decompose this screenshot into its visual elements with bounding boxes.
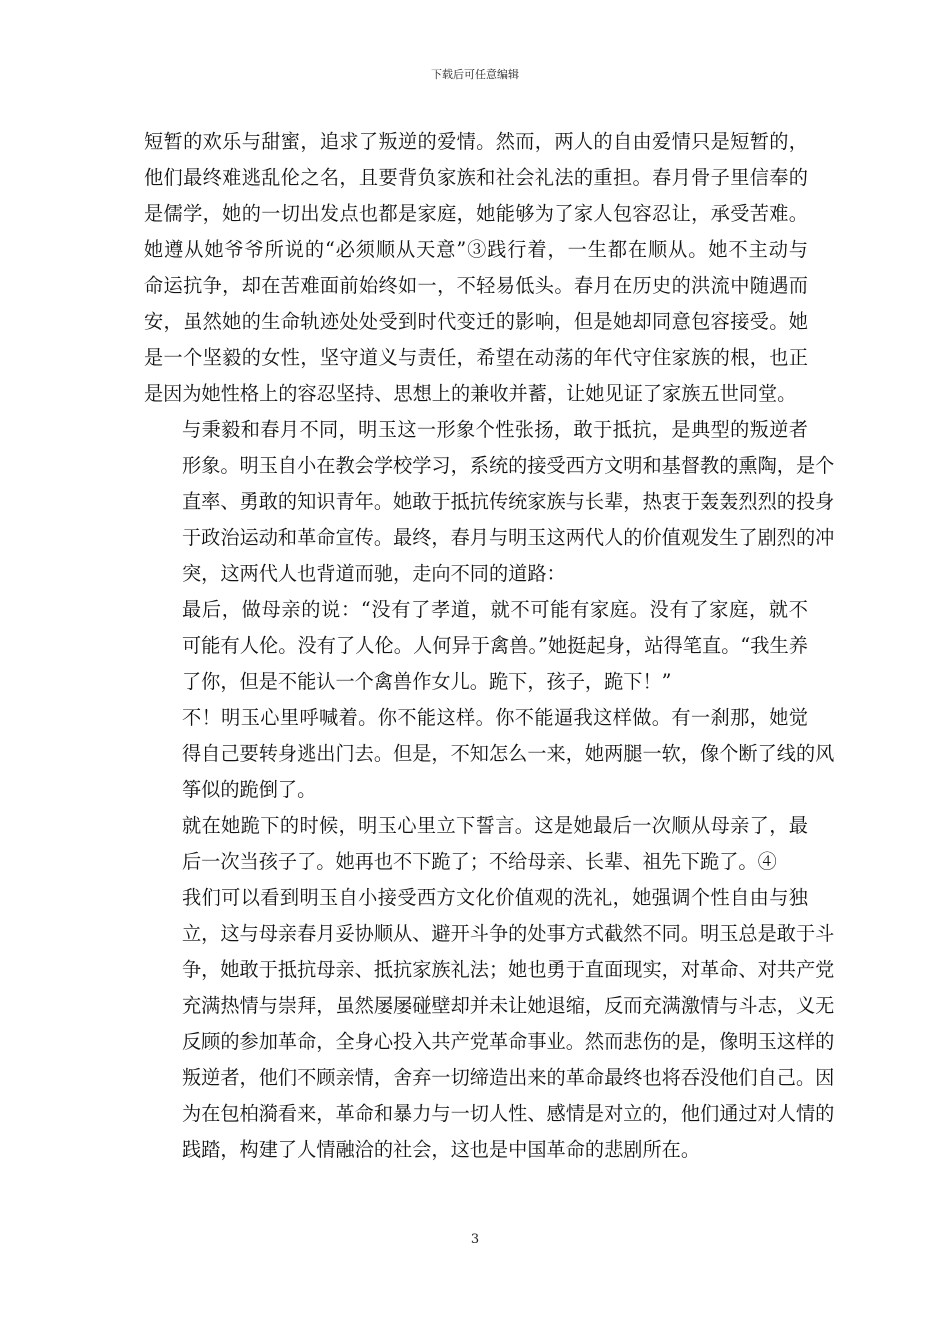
body-text [144, 124, 835, 1168]
text-line: 命运抗争，却在苦难面前始终如一，不轻易低头。春月在历史的洪流中随遇而 [144, 274, 808, 297]
text-line: 不！明玉心里呼喊着。你不能这样。你不能逼我这样做。有一刹那，她觉 [182, 706, 808, 729]
text-line: 后一次当孩子了。她再也不下跪了；不给母亲、长辈、祖先下跪了。④ [182, 850, 777, 873]
paragraph [144, 124, 808, 412]
text-line: 他们最终难逃乱伦之名，且要背负家族和社会礼法的重担。春月骨子里信奉的 [144, 166, 808, 189]
text-line: 突，这两代人也背道而驰，走向不同的道路： [182, 562, 566, 585]
page-number: 3 [470, 1232, 480, 1247]
text-line: 安，虽然她的生命轨迹处处受到时代变迁的影响，但是她却同意包容接受。她 [144, 310, 808, 333]
text-line: 叛逆者，他们不顾亲情，舍弃一切缔造出来的革命最终也将吞没他们自己。因 [182, 1066, 835, 1089]
text-line: 形象。明玉自小在教会学校学习，系统的接受西方文明和基督教的熏陶，是个 [182, 454, 835, 477]
text-line: 短暂的欢乐与甜蜜，追求了叛逆的爱情。然而，两人的自由爱情只是短暂的， [144, 130, 808, 153]
text-line: 立，这与母亲春月妥协顺从、避开斗争的处事方式截然不同。明玉总是敢于斗 [182, 922, 835, 945]
paragraph [144, 700, 835, 808]
text-line: 筝似的跪倒了。 [182, 778, 317, 801]
text-line: 与秉毅和春月不同，明玉这一形象个性张扬，敢于抵抗，是典型的叛逆者 [182, 418, 808, 441]
text-line: 直率、勇敢的知识青年。她敢于抵抗传统家族与长辈，热衷于轰轰烈烈的投身 [182, 490, 835, 513]
text-line: 反顾的参加革命，全身心投入共产党革命事业。然而悲伤的是，像明玉这样的 [182, 1030, 835, 1053]
text-line: 最后，做母亲的说：“没有了孝道，就不可能有家庭。没有了家庭，就不 [182, 598, 808, 621]
text-line: 我们可以看到明玉自小接受西方文化价值观的洗礼，她强调个性自由与独 [182, 886, 808, 909]
paragraph [144, 808, 808, 880]
text-line: 是一个坚毅的女性，坚守道义与责任，希望在动荡的年代守住家族的根，也正 [144, 346, 808, 369]
text-line: 是儒学，她的一切出发点也都是家庭，她能够为了家人包容忍让，承受苦难。 [144, 202, 808, 225]
text-line: 践踏，构建了人情融洽的社会，这也是中国革命的悲剧所在。 [182, 1138, 701, 1161]
text-line: 可能有人伦。没有了人伦。人何异于禽兽。”她挺起身，站得笔直。“我生养 [182, 634, 808, 657]
paragraph [144, 592, 808, 700]
text-line: 是因为她性格上的容忍坚持、思想上的兼收并蓄，让她见证了家族五世同堂。 [144, 382, 797, 405]
text-line: 争，她敢于抵抗母亲、抵抗家族礼法；她也勇于直面现实，对革命、对共产党 [182, 958, 835, 981]
page-header: 下载后可任意编辑 [431, 68, 519, 81]
text-line: 了你，但是不能认一个禽兽作女儿。跪下，孩子，跪下！” [182, 670, 672, 693]
text-line: 充满热情与崇拜，虽然屡屡碰壁却并未让她退缩，反而充满激情与斗志，义无 [182, 994, 835, 1017]
text-line: 为在包柏漪看来，革命和暴力与一切人性、感情是对立的，他们通过对人情的 [182, 1102, 835, 1125]
text-line: 她遵从她爷爷所说的“必须顺从天意”③践行着，一生都在顺从。她不主动与 [144, 238, 808, 261]
text-line: 就在她跪下的时候，明玉心里立下誓言。这是她最后一次顺从母亲了，最 [182, 814, 808, 837]
paragraph [144, 412, 835, 592]
paragraph [144, 880, 835, 1168]
text-line: 于政治运动和革命宣传。最终，春月与明玉这两代人的价值观发生了剧烈的冲 [182, 526, 835, 549]
text-line: 得自己要转身逃出门去。但是，不知怎么一来，她两腿一软，像个断了线的风 [182, 742, 835, 765]
